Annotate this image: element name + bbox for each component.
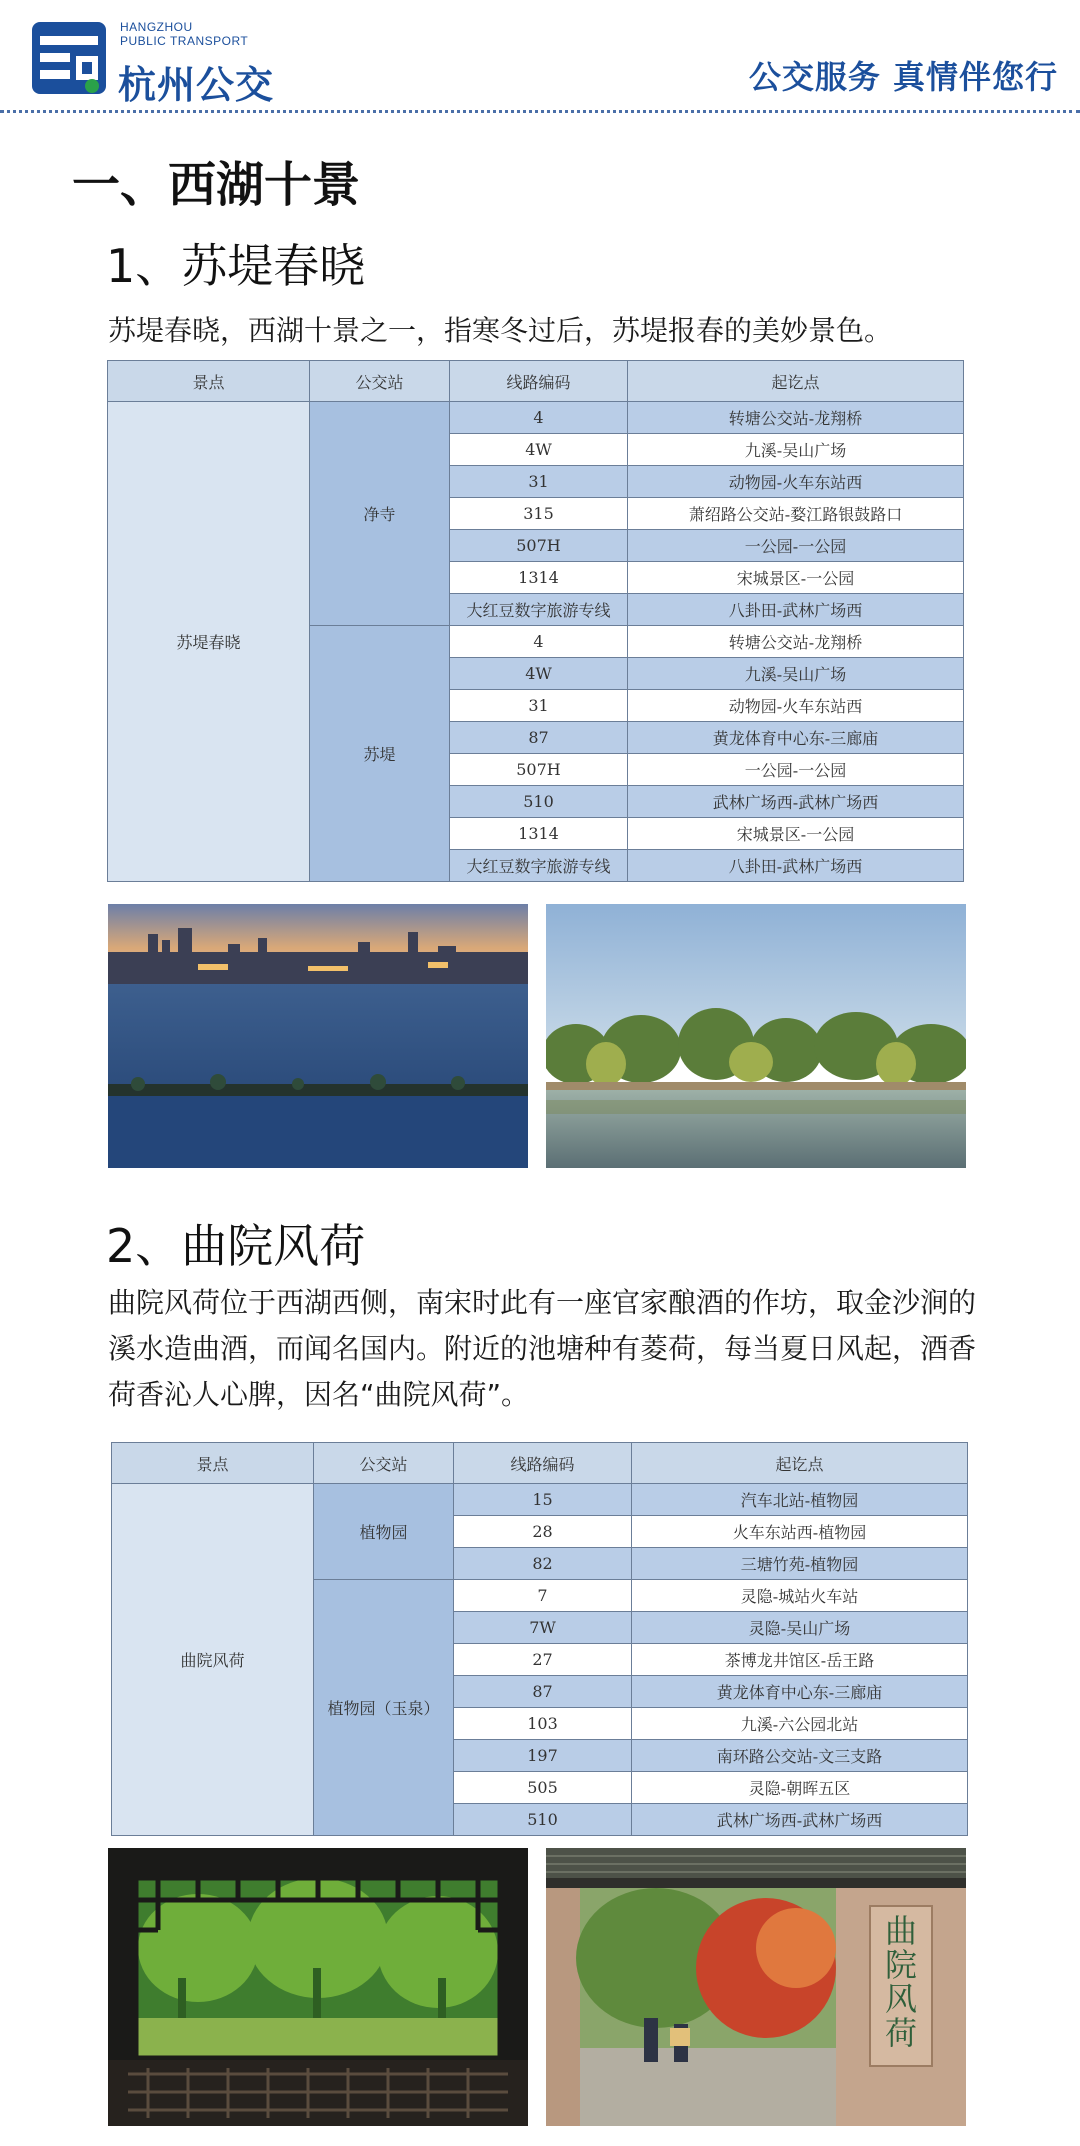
route-terminals-cell: 一公园-一公园 <box>628 754 964 786</box>
scene-title: 2、曲院风荷 <box>106 1219 366 1273</box>
route-terminals-cell: 萧绍路公交站-婺江路银鼓路口 <box>628 498 964 530</box>
route-terminals-cell: 南环路公交站-文三支路 <box>632 1740 968 1772</box>
gate-plaque-char: 院 <box>884 1946 918 1984</box>
scenic-spot-cell: 曲院风荷 <box>112 1484 314 1836</box>
column-header: 线路编码 <box>454 1443 632 1484</box>
route-code-cell: 31 <box>450 466 628 498</box>
table-header-row <box>112 1443 968 1484</box>
logo-english <box>120 20 248 48</box>
route-terminals-cell: 灵隐-朝晖五区 <box>632 1772 968 1804</box>
logo-chinese: 杭州公交 <box>118 63 275 107</box>
gate-plaque-char: 荷 <box>884 2014 918 2052</box>
bus-route-table <box>107 360 964 882</box>
route-code-cell: 4W <box>450 658 628 690</box>
column-header: 景点 <box>108 361 310 402</box>
route-code-cell: 7 <box>454 1580 632 1612</box>
route-terminals-cell: 灵隐-城站火车站 <box>632 1580 968 1612</box>
route-code-cell: 4W <box>450 434 628 466</box>
column-header: 线路编码 <box>450 361 628 402</box>
logo-en-line1: HANGZHOU <box>120 20 193 34</box>
column-header: 公交站 <box>310 361 450 402</box>
column-header: 景点 <box>112 1443 314 1484</box>
route-terminals-cell: 九溪-六公园北站 <box>632 1708 968 1740</box>
scene-title: 1、苏堤春晓 <box>106 239 366 293</box>
gate-plaque-char: 曲 <box>884 1912 918 1950</box>
route-terminals-cell: 转塘公交站-龙翔桥 <box>628 402 964 434</box>
route-terminals-cell: 灵隐-吴山广场 <box>632 1612 968 1644</box>
route-terminals-cell: 武林广场西-武林广场西 <box>628 786 964 818</box>
table-header-row <box>108 361 964 402</box>
route-code-cell: 510 <box>450 786 628 818</box>
route-code-cell: 31 <box>450 690 628 722</box>
scenic-spot-cell: 苏堤春晓 <box>108 402 310 882</box>
bus-stop-cell: 净寺 <box>310 402 450 626</box>
route-code-cell: 507H <box>450 530 628 562</box>
page-header <box>0 0 1080 112</box>
section-title: 一、西湖十景 <box>72 157 361 213</box>
route-code-cell: 4 <box>450 626 628 658</box>
table-row <box>108 402 964 434</box>
route-terminals-cell: 宋城景区-一公园 <box>628 562 964 594</box>
route-terminals-cell: 转塘公交站-龙翔桥 <box>628 626 964 658</box>
route-terminals-cell: 动物园-火车东站西 <box>628 466 964 498</box>
route-code-cell: 大红豆数字旅游专线 <box>450 594 628 626</box>
route-code-cell: 510 <box>454 1804 632 1836</box>
route-code-cell: 507H <box>450 754 628 786</box>
dotted-divider <box>0 110 1080 113</box>
route-code-cell: 82 <box>454 1548 632 1580</box>
column-header: 起讫点 <box>632 1443 968 1484</box>
route-code-cell: 1314 <box>450 562 628 594</box>
route-code-cell: 315 <box>450 498 628 530</box>
column-header: 起讫点 <box>628 361 964 402</box>
route-terminals-cell: 宋城景区-一公园 <box>628 818 964 850</box>
route-code-cell: 4 <box>450 402 628 434</box>
route-code-cell: 7W <box>454 1612 632 1644</box>
willow-causeway-photo <box>546 904 966 1168</box>
route-terminals-cell: 茶博龙井馆区-岳王路 <box>632 1644 968 1676</box>
quyuan-gate-photo <box>546 1848 966 2126</box>
route-terminals-cell: 黄龙体育中心东-三廊庙 <box>628 722 964 754</box>
route-code-cell: 87 <box>450 722 628 754</box>
route-code-cell: 1314 <box>450 818 628 850</box>
scene-description: 曲院风荷位于西湖西侧，南宋时此有一座官家酿酒的作坊，取金沙涧的溪水造曲酒，而闻名国内。附近的池塘种有菱荷，每当夏日风起，酒香荷香沁人心脾，因名“曲院风荷”。 <box>108 1286 977 1411</box>
lattice-window-garden-photo <box>108 1848 528 2126</box>
route-terminals-cell: 八卦田-武林广场西 <box>628 594 964 626</box>
route-code-cell: 505 <box>454 1772 632 1804</box>
logo-en-line2: PUBLIC TRANSPORT <box>120 34 249 48</box>
route-terminals-cell: 三塘竹苑-植物园 <box>632 1548 968 1580</box>
route-terminals-cell: 动物园-火车东站西 <box>628 690 964 722</box>
route-code-cell: 197 <box>454 1740 632 1772</box>
city-skyline-over-lake-photo <box>108 904 528 1168</box>
bus-route-table <box>111 1442 968 1836</box>
route-code-cell: 87 <box>454 1676 632 1708</box>
scene-description: 苏堤春晓，西湖十景之一，指寒冬过后，苏堤报春的美妙景色。 <box>108 314 893 347</box>
route-code-cell: 103 <box>454 1708 632 1740</box>
bus-stop-cell: 植物园（玉泉） <box>314 1580 454 1836</box>
route-terminals-cell: 八卦田-武林广场西 <box>628 850 964 882</box>
route-terminals-cell: 九溪-吴山广场 <box>628 658 964 690</box>
table-row <box>112 1484 968 1516</box>
route-terminals-cell: 九溪-吴山广场 <box>628 434 964 466</box>
bus-logo-icon <box>32 22 106 94</box>
bus-stop-cell: 植物园 <box>314 1484 454 1580</box>
bus-stop-cell: 苏堤 <box>310 626 450 882</box>
route-terminals-cell: 一公园-一公园 <box>628 530 964 562</box>
route-code-cell: 15 <box>454 1484 632 1516</box>
gate-plaque-char: 风 <box>884 1980 918 2018</box>
route-terminals-cell: 武林广场西-武林广场西 <box>632 1804 968 1836</box>
route-code-cell: 27 <box>454 1644 632 1676</box>
route-code-cell: 28 <box>454 1516 632 1548</box>
route-terminals-cell: 火车东站西-植物园 <box>632 1516 968 1548</box>
header-slogan: 公交服务 真情伴您行 <box>748 58 1058 96</box>
route-code-cell: 大红豆数字旅游专线 <box>450 850 628 882</box>
route-terminals-cell: 汽车北站-植物园 <box>632 1484 968 1516</box>
route-terminals-cell: 黄龙体育中心东-三廊庙 <box>632 1676 968 1708</box>
column-header: 公交站 <box>314 1443 454 1484</box>
